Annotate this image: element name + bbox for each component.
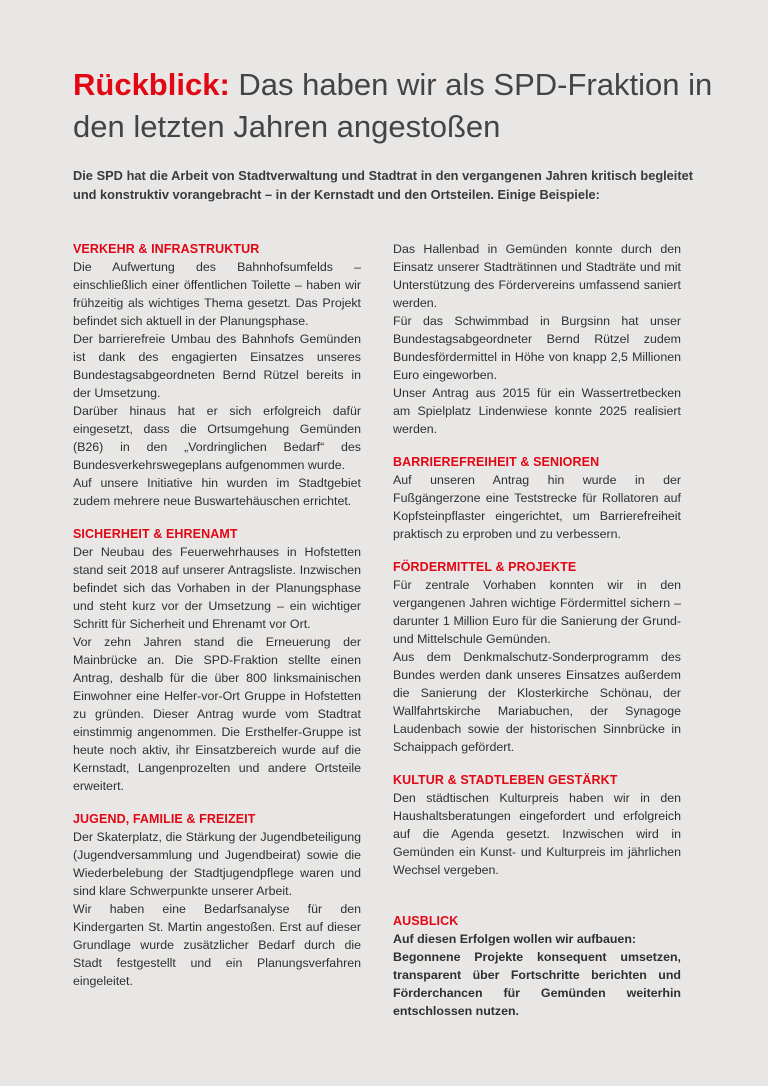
section-kultur [393, 771, 681, 879]
paragraph: Aus dem Denkmalschutz-Sonderprogramm des Bundes werden dank unseres Einsatzes außerdem die Sanierung der Klosterkirche Schönau, der Wallfahrtskirche Mariabuchen, der Synagoge Laudenbach sowie der historischen Sinnbrücke in Schaippach gefördert. [393, 650, 681, 754]
section-heading: KULTUR & STADTLEBEN GESTÄRKT [393, 773, 618, 787]
paragraph: Für zentrale Vorhaben konnten wir in den vergangenen Jahren wichtige Fördermittel sichern – darunter 1 Million Euro für die Sanierung der Grund- und Mittelschule Gemünden. [393, 578, 681, 646]
section-heading: FÖRDERMITTEL & PROJEKTE [393, 560, 577, 574]
paragraph: Der Skaterplatz, die Stärkung der Jugendbeteiligung (Jugendversammlung und Jugendbeirat) sowie die Wiederbelebung der Stadtjugendpflege waren und sind klare Schwerpunkte unserer Arbeit. [73, 830, 361, 898]
section-baeder [393, 240, 681, 438]
paragraph: Der barrierefreie Umbau des Bahnhofs Gemünden ist dank des engagierten Einsatzes unseres Bundestagsabgeordneten Bernd Rützel bereits in der Umsetzung. [73, 332, 361, 400]
section-jugend [73, 810, 361, 990]
paragraph: Vor zehn Jahren stand die Erneuerung der Mainbrücke an. Die SPD-Fraktion stellte einen Antrag, deshalb für die über 800 linksmainischen Einwohner eine Helfer-vor-Ort Gruppe in Hofstetten zu gründen. Dieser Antrag wurde vom Stadtrat einstimmig angenommen. Die Ersthelfer-Gruppe ist heute noch aktiv, ihr Einsatzbereich wurde auf die Kernstadt, Langenprozelten und andere Ortsteile erweitert. [73, 635, 361, 793]
section-sicherheit [73, 525, 361, 795]
paragraph: Unser Antrag aus 2015 für ein Wassertretbecken am Spielplatz Lindenwiese konnte 2025 realisiert werden. [393, 386, 681, 436]
paragraph: Auf diesen Erfolgen wollen wir aufbauen: [393, 932, 637, 946]
title-rest: Das haben wir als SPD-Fraktion in den letzten Jahren angestoßen [73, 67, 713, 144]
paragraph: Begonnene Projekte konsequent umsetzen, transparent über Fortschritte berichten und Förderchancen für Gemünden weiterhin entschlossen nutzen. [393, 950, 681, 1018]
paragraph: Für das Schwimmbad in Burgsinn hat unser Bundestagsabgeordneter Bernd Rützel zudem Bundesfördermittel in Höhe von knapp 2,5 Millionen Euro eingeworben. [393, 314, 681, 382]
section-heading: AUSBLICK [393, 914, 459, 928]
section-barrierefreiheit [393, 453, 681, 543]
section-verkehr [73, 240, 361, 510]
section-heading: JUGEND, FAMILIE & FREIZEIT [73, 812, 256, 826]
intro-text: Die SPD hat die Arbeit von Stadtverwaltung und Stadtrat in den vergangenen Jahren kritisch begleitet und konstruktiv vorangebracht – in der Kernstadt und den Ortsteilen. Einige Beispiele: [73, 168, 693, 202]
paragraph: Die Aufwertung des Bahnhofsumfelds – einschließlich einer öffentlichen Toilette – haben wir frühzeitig als wichtiges Thema gesetzt. Das Projekt befindet sich aktuell in der Planungsphase. [73, 260, 361, 328]
paragraph: Der Neubau des Feuerwehrhauses in Hofstetten stand seit 2018 auf unserer Antragsliste. Inzwischen befindet sich das Vorhaben in der Planungsphase und steht kurz vor der Umsetzung – ein wichtiger Schritt für Sicherheit und Ehrenamt vor Ort. [73, 545, 361, 631]
spacer [393, 894, 681, 912]
paragraph: Das Hallenbad in Gemünden konnte durch den Einsatz unserer Stadträtinnen und Stadträte und mit Unterstützung des Fördervereins umfassend saniert werden. [393, 242, 681, 310]
section-ausblick [393, 912, 681, 1020]
left-column [73, 240, 361, 1005]
section-heading: BARRIEREFREIHEIT & SENIOREN [393, 455, 600, 469]
paragraph: Den städtischen Kulturpreis haben wir in den Haushaltsberatungen eingefordert und erfolgreich auf die Agenda gesetzt. Inzwischen wird in Gemünden ein Kunst- und Kulturpreis im jährlichen Wechsel vergeben. [393, 791, 681, 877]
paragraph: Auf unsere Initiative hin wurden im Stadtgebiet zudem mehrere neue Buswartehäuschen errichtet. [73, 476, 361, 508]
paragraph: Auf unseren Antrag hin wurde in der Fußgängerzone eine Teststrecke für Rollatoren auf Kopfsteinpflaster eingerichtet, um Barrierefreiheit praktisch zu erproben und zu verbessern. [393, 473, 681, 541]
right-column [393, 240, 681, 1035]
paragraph: Darüber hinaus hat er sich erfolgreich dafür eingesetzt, dass die Ortsumgehung Gemünden (B26) in den „Vordringlichen Bedarf“ des Bundesverkehrswegeplans aufgenommen wurde. [73, 404, 361, 472]
section-heading: SICHERHEIT & EHRENAMT [73, 527, 238, 541]
title-accent: Rückblick: [73, 67, 230, 102]
section-foerdermittel [393, 558, 681, 756]
section-heading: VERKEHR & INFRASTRUKTUR [73, 242, 260, 256]
page-title [73, 64, 733, 148]
paragraph: Wir haben eine Bedarfsanalyse für den Kindergarten St. Martin angestoßen. Erst auf dieser Grundlage wurde zusätzlicher Bedarf durch die Stadt festgestellt und ein Planungsverfahren eingeleitet. [73, 902, 361, 988]
